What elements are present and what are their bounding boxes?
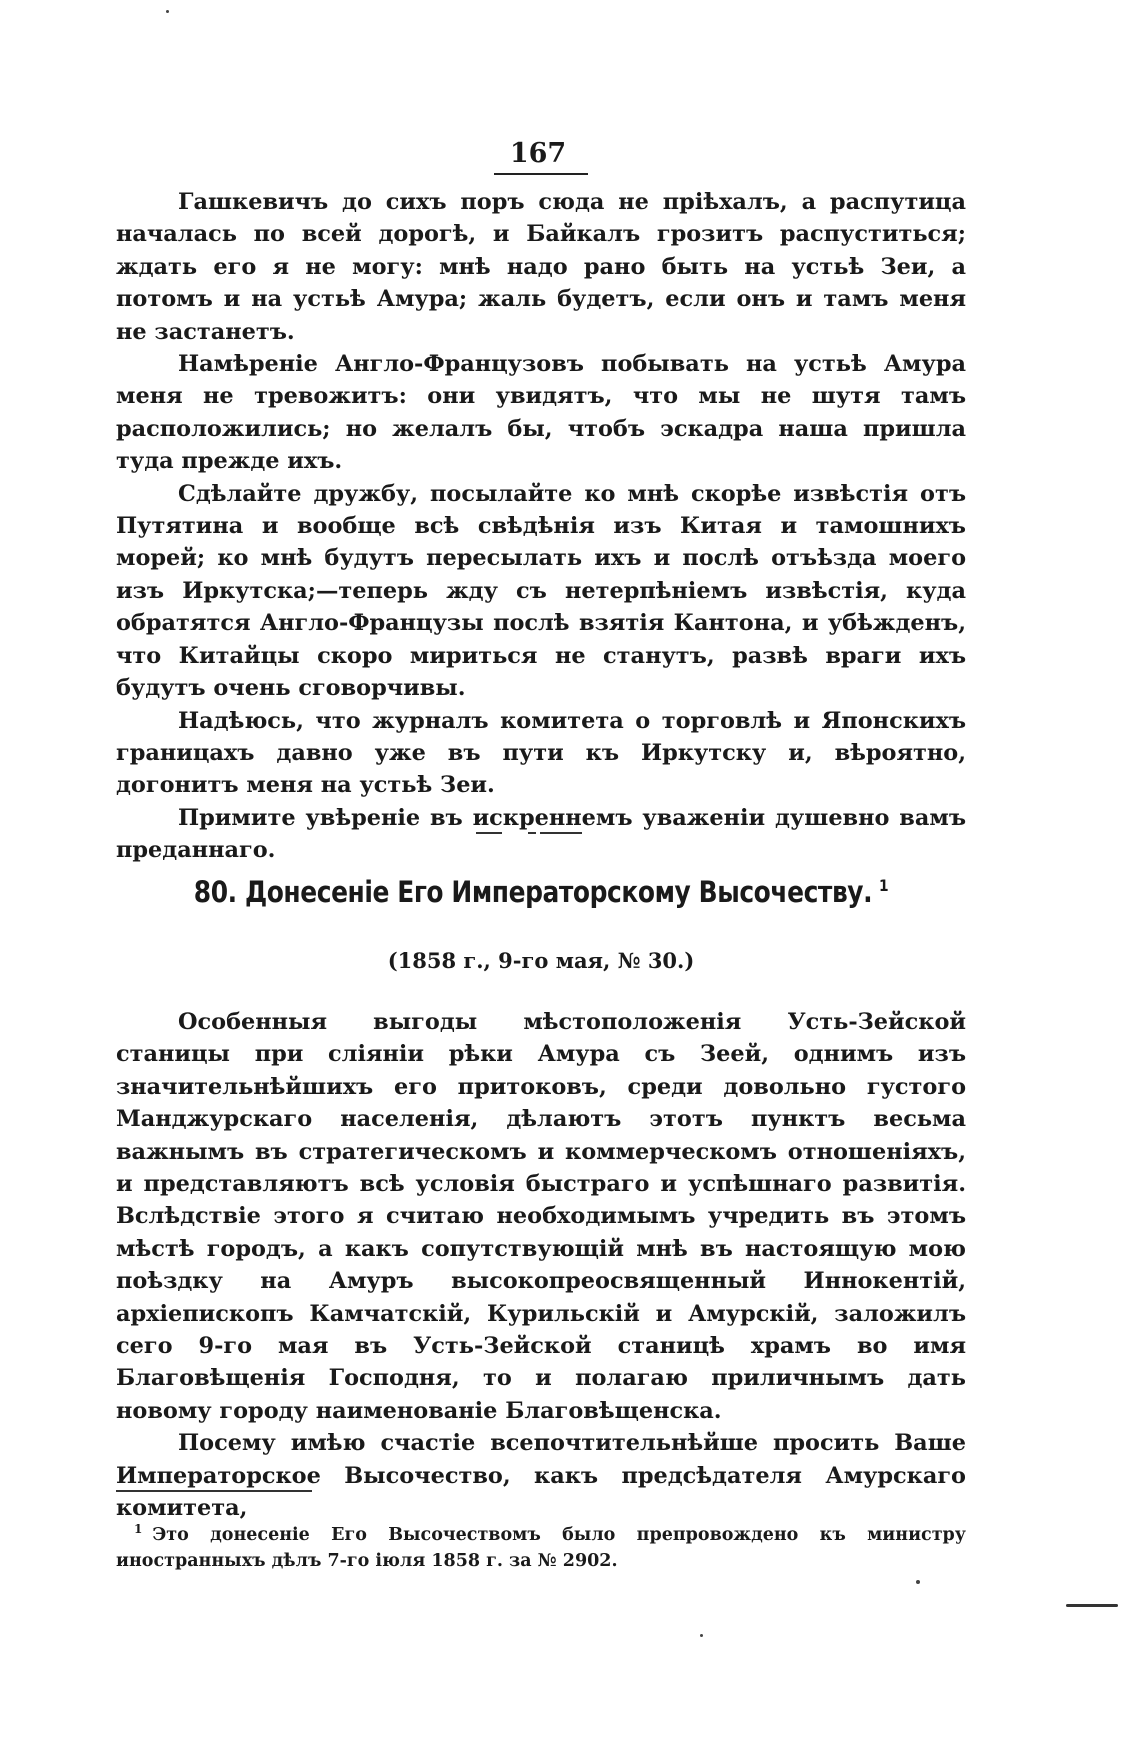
document-date-line: (1858 г., 9-го мая, № 30.) <box>387 948 695 973</box>
print-speck <box>700 1634 703 1637</box>
footnote-rule <box>116 1490 312 1492</box>
letter-continuation <box>116 186 966 867</box>
footnote-text: Это донесеніе Его Высочествомъ было препровождено къ министру иностранныхъ дѣлъ 7-го іюля 1858 г. за № 2902. <box>116 1524 966 1571</box>
letter-paragraph: Надѣюсь, что журналъ комитета о торговлѣ и Японскихъ границахъ давно уже въ пути къ Иркутску и, вѣроятно, догонитъ меня на устьѣ Зеи. <box>116 707 966 799</box>
letter-paragraph: Сдѣлайте дружбу, посылайте ко мнѣ скорѣе извѣстія отъ Путятина и вообще всѣ свѣдѣнія изъ Китая и тамошнихъ морей; ко мнѣ будутъ пересылать ихъ и послѣ отъѣзда моего изъ Иркутска;—теперь жду съ нетерпѣніемъ извѣстія, куда обратятся Англо-Французы послѣ взятія Кантона, и убѣжденъ, что Китайцы скоро мириться не станутъ, развѣ враги ихъ будутъ очень сговорчивы. <box>116 480 966 702</box>
letter-closing: Примите увѣреніе въ искреннемъ уваженіи душевно вамъ преданнаго. <box>116 804 966 864</box>
print-speck <box>166 10 169 13</box>
section-ornament <box>540 832 582 834</box>
page-number-underline <box>494 173 588 175</box>
report-paragraph: Особенныя выгоды мѣстоположенія Усть-Зейской станицы при сліяніи рѣки Амура съ Зеей, однимъ изъ значительнѣйшихъ его притоковъ, среди довольно густого Манджурскаго населенія, дѣлаютъ этотъ пунктъ весьма важнымъ въ стратегическомъ и коммерческомъ отношеніяхъ, и представляютъ всѣ условія быстраго и успѣшнаго развитія. Вслѣдствіе этого я считаю необходимымъ учредить въ этомъ мѣстѣ городъ, а какъ сопутствующій мнѣ въ настоящую мою поѣздку на Амуръ высокопреосвященный Иннокентій, архіепископъ Камчатскій, Курильскій и Амурскій, заложилъ сего 9-го мая въ Усть-Зейской станицѣ храмъ во имя Благовѣщенія Господня, то и полагаю приличнымъ дать новому городу наименованіе Благовѣщенска. <box>116 1009 966 1424</box>
footnote-mark: 1 <box>134 1522 143 1536</box>
margin-mark <box>1066 1604 1118 1607</box>
report-paragraph: Посему имѣю счастіе всепочтительнѣйше просить Ваше Императорское Высочество, какъ предсѣдателя Амурскаго комитета, <box>116 1430 966 1522</box>
section-ornament <box>476 832 502 834</box>
document-heading-text: 80. Донесеніе Его Императорскому Высочеству. <box>193 875 873 909</box>
heading-footnote-mark: 1 <box>879 876 889 896</box>
letter-paragraph: Гашкевичъ до сихъ поръ сюда не пріѣхалъ, а распутица началась по всей дорогѣ, и Байкалъ грозитъ распуститься; ждать его я не могу: мнѣ надо рано быть на устьѣ Зеи, а потомъ и на устьѣ Амура; жаль будетъ, если онъ и тамъ меня не застанетъ. <box>116 189 966 345</box>
report-body <box>116 1006 966 1525</box>
page-number: 167 <box>509 138 567 169</box>
section-ornament <box>528 832 536 834</box>
footnote <box>116 1516 966 1574</box>
print-speck <box>916 1580 920 1584</box>
footnote-block <box>116 1516 966 1574</box>
document-heading <box>176 875 907 909</box>
letter-paragraph: Намѣреніе Англо-Французовъ побывать на устьѣ Амура меня не тревожитъ: они увидятъ, что мы не шутя тамъ расположились; но желалъ бы, чтобъ эскадра наша пришла туда прежде ихъ. <box>116 351 966 475</box>
